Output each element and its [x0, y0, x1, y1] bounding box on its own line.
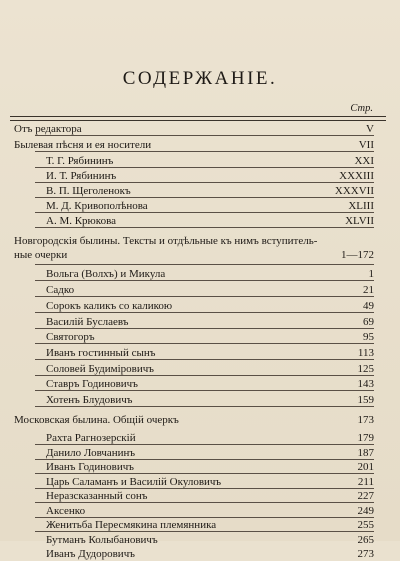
row-rule: [35, 406, 374, 407]
row-rule: [35, 502, 374, 503]
toc-entry-page: 227: [357, 490, 374, 502]
row-rule: [35, 531, 374, 532]
page-title: СОДЕРЖАНІЕ.: [122, 68, 278, 89]
toc-entry-page: 255: [357, 519, 374, 531]
row-rule: [35, 488, 374, 489]
toc-entry-label: Былевая пѣсня и ея носители: [14, 139, 152, 151]
header-rule: [10, 120, 386, 121]
row-rule: [35, 312, 374, 313]
row-rule: [35, 135, 374, 136]
toc-entry-page: VII: [358, 139, 374, 151]
toc-entry-page: 1—172: [341, 249, 374, 261]
toc-entry-label: Отъ редактора: [14, 123, 82, 135]
toc-entry-label: Новгородскія былины. Тексты и отдѣльные къ нимъ вступитель-: [14, 235, 318, 247]
toc-entry-label: ные очерки: [14, 249, 68, 261]
toc-entry: [46, 548, 374, 561]
row-rule: [35, 328, 374, 329]
toc-entry-page: XLVII: [345, 215, 374, 227]
row-rule: [35, 167, 374, 168]
toc-entry-page: 113: [357, 347, 374, 359]
toc-entry-page: 249: [357, 504, 374, 517]
toc-entry-label: Сорокъ каликъ со каликою: [46, 300, 173, 312]
toc-entry-label: Хотенъ Блудовичъ: [46, 394, 133, 406]
toc-entry-page: 173: [357, 414, 374, 426]
toc-entry-label: Рахта Рагнозерскій: [46, 432, 136, 444]
toc-entry-label: Василій Буслаевъ: [46, 316, 129, 328]
toc-entry-page: 125: [357, 363, 374, 375]
row-rule: [35, 182, 374, 183]
toc-entry-label: Аксенко: [46, 504, 86, 517]
row-rule: [35, 359, 374, 360]
page-column-header: Стр.: [350, 103, 373, 114]
toc-entry-page: V: [366, 123, 374, 135]
toc-entry-label: Ставръ Годиновичъ: [46, 378, 138, 390]
toc-entry-label: Царь Саламанъ и Василій Окуловичъ: [46, 475, 222, 488]
toc-entry-label: В. П. Щеголенокъ: [46, 185, 131, 197]
toc-entry-label: Неразсказанный сонъ: [46, 490, 148, 502]
toc-entry-page: 21: [363, 284, 374, 296]
header-rule: [10, 116, 386, 117]
toc-entry-label: Московская былина. Общій очеркъ: [14, 414, 179, 426]
toc-entry-label: И. Т. Рябининъ: [46, 170, 117, 182]
row-rule: [35, 296, 374, 297]
row-rule: [35, 459, 374, 460]
toc-entry-label: Данило Ловчанинъ: [46, 446, 136, 459]
toc-entry-label: Иванъ Годиновичъ: [46, 461, 134, 473]
toc-entry-page: 1: [368, 268, 374, 280]
toc-entry-page: 69: [363, 316, 374, 328]
row-rule: [35, 227, 374, 228]
toc-entry-label: Женитьба Пересмякина племянника: [46, 519, 217, 531]
row-rule: [35, 197, 374, 198]
toc-entry: [14, 235, 374, 248]
toc-entry-page: 49: [363, 300, 374, 312]
toc-entry-label: М. Д. Кривополѣнова: [46, 200, 148, 212]
toc-entry-page: XXXVII: [334, 185, 374, 197]
row-rule: [35, 280, 374, 281]
toc-entry: [14, 414, 374, 427]
toc-entry-label: Соловей Будиміровичъ: [46, 363, 154, 375]
row-rule: [35, 343, 374, 344]
toc-entry-label: Иванъ гостинный сынъ: [46, 347, 156, 359]
toc-entry-page: 159: [357, 394, 374, 406]
toc-entry: [46, 534, 374, 547]
toc-entry-page: 143: [357, 378, 374, 390]
toc-entry-page: 211: [357, 475, 374, 488]
toc-entry-page: XXXIII: [339, 170, 374, 182]
toc-entry-page: 187: [357, 446, 374, 459]
toc-entry-label: Иванъ Дудоровичъ: [46, 548, 135, 560]
row-rule: [35, 375, 374, 376]
row-rule: [35, 517, 374, 518]
toc-entry-page: 273: [357, 548, 374, 560]
row-rule: [35, 390, 374, 391]
toc-entry-label: Садко: [46, 284, 75, 296]
row-rule: [35, 444, 374, 445]
toc-entry-page: 95: [363, 331, 374, 343]
toc-entry-label: Святогоръ: [46, 331, 95, 343]
toc-entry-page: 201: [357, 461, 374, 473]
row-rule: [35, 473, 374, 474]
toc-entry-page: XLIII: [348, 200, 374, 212]
toc-entry-label: А. М. Крюкова: [46, 215, 116, 227]
toc-entry-label: Бутманъ Колыбановичъ: [46, 533, 158, 546]
toc-entry-label: Вольга (Волхъ) и Микула: [46, 268, 166, 280]
row-rule: [35, 151, 374, 152]
toc-entry-label: Т. Г. Рябининъ: [46, 155, 114, 167]
toc-entry-page: 179: [357, 432, 374, 444]
row-rule: [35, 264, 374, 265]
toc-entry-page: XXI: [354, 155, 374, 167]
row-rule: [35, 212, 374, 213]
toc-entry: [14, 249, 374, 262]
toc-entry-page: 265: [357, 533, 374, 546]
